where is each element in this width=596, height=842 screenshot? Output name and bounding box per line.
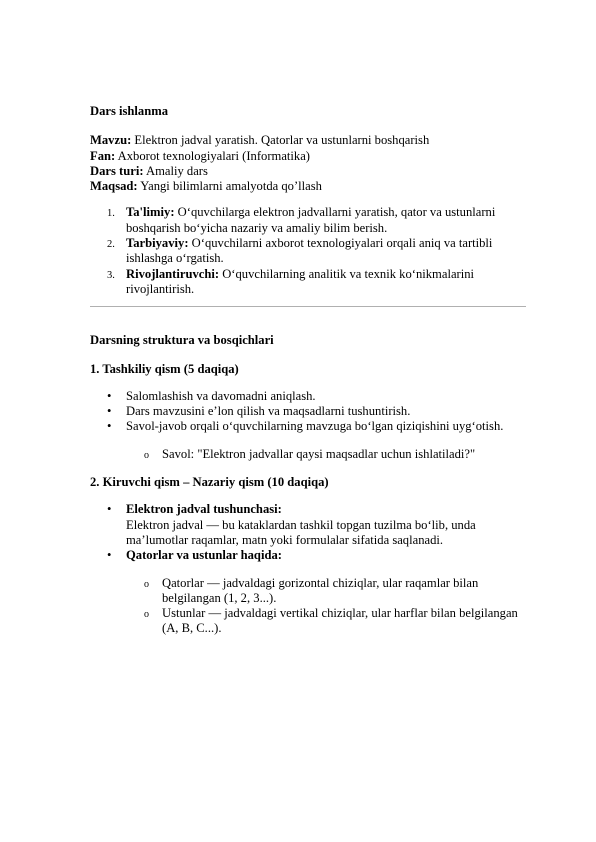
goal-item	[90, 267, 526, 298]
goal-label: Tarbiyaviy:	[126, 236, 189, 251]
meta-label: Maqsad:	[90, 179, 138, 194]
goal-number: 2.	[107, 239, 115, 251]
list-item	[90, 502, 526, 548]
list-item	[90, 389, 526, 404]
goal-number: 1.	[107, 208, 115, 220]
meta-value: Amaliy dars	[143, 163, 208, 178]
sub-list-item-text: Qatorlar — jadvaldagi gorizontal chiziqlar, ular raqamlar bilan belgilangan (1, 2, 3...).	[162, 575, 479, 605]
structure-heading: Darsning struktura va bosqichlari	[90, 333, 274, 348]
sub-list-item	[90, 447, 526, 462]
meta-label: Dars turi:	[90, 163, 144, 178]
meta-value: Axborot texnologiyalari (Informatika)	[115, 148, 310, 163]
bullet-icon: •	[107, 502, 112, 517]
part1-heading: 1. Tashkiliy qism (5 daqiqa)	[90, 361, 239, 376]
part2-list	[90, 502, 526, 563]
goal-number: 3.	[107, 269, 115, 281]
bullet-icon: •	[107, 548, 112, 563]
circle-bullet-icon: o	[144, 578, 149, 590]
goal-text: O‘quvchilarga elektron jadvallarni yaratish, qator va ustunlarni boshqarish bo‘yicha nazariy va amaliy bilim berish.	[126, 205, 496, 235]
part1-sublist	[90, 447, 526, 462]
list-item	[90, 548, 526, 563]
horizontal-divider	[90, 306, 526, 307]
meta-subject	[90, 149, 526, 164]
sub-list-item	[90, 606, 526, 637]
list-item	[90, 419, 526, 434]
meta-lesson-type	[90, 164, 526, 179]
sub-list-item-text: Savol: "Elektron jadvallar qaysi maqsadlar uchun ishlatiladi?"	[162, 446, 476, 461]
list-item-text: Dars mavzusini e’lon qilish va maqsadlarni tushuntirish.	[126, 404, 411, 419]
list-item-text: Elektron jadval — bu kataklardan tashkil topgan tuzilma bo‘lib, unda ma’lumotlar raqamlar, matn yoki formulalar sifatida saqlanadi.	[126, 517, 476, 547]
document-page	[90, 104, 526, 637]
list-item	[90, 404, 526, 419]
list-item-label: Qatorlar va ustunlar haqida:	[126, 548, 282, 563]
goal-item	[90, 236, 526, 267]
meta-label: Mavzu:	[90, 133, 132, 148]
part2-heading: 2. Kiruvchi qism – Nazariy qism (10 daqiqa)	[90, 475, 329, 490]
bullet-icon: •	[107, 419, 112, 434]
list-item-text: Salomlashish va davomadni aniqlash.	[126, 388, 316, 403]
sub-list-item-text: Ustunlar — jadvaldagi vertikal chiziqlar, ular harflar bilan belgilangan (A, B, C...).	[162, 606, 518, 636]
sub-list-item	[90, 576, 526, 607]
lesson-meta	[90, 133, 526, 194]
meta-value: Elektron jadval yaratish. Qatorlar va ustunlarni boshqarish	[131, 133, 430, 148]
goal-text: O‘quvchilarning analitik va texnik ko‘nikmalarini rivojlantirish.	[126, 266, 475, 296]
meta-topic	[90, 133, 526, 148]
document-title: Dars ishlanma	[90, 104, 169, 118]
goals-list	[90, 205, 526, 297]
meta-label: Fan:	[90, 148, 116, 163]
meta-goal	[90, 179, 526, 194]
goal-label: Ta'limiy:	[126, 205, 175, 220]
list-item-label: Elektron jadval tushunchasi:	[126, 502, 282, 517]
part1-list	[90, 389, 526, 435]
goal-text: O‘quvchilarni axborot texnologiyalari orqali aniq va tartibli ishlashga o‘rgatish.	[126, 236, 493, 266]
part2-sublist	[90, 576, 526, 637]
meta-value: Yangi bilimlarni amalyotda qo’llash	[137, 179, 322, 194]
circle-bullet-icon: o	[144, 449, 149, 461]
goal-item	[90, 205, 526, 236]
goal-label: Rivojlantiruvchi:	[126, 266, 220, 281]
list-item-text: Savol-javob orqali o‘quvchilarning mavzuga bo‘lgan qiziqishini uyg‘otish.	[126, 419, 504, 434]
bullet-icon: •	[107, 388, 112, 403]
circle-bullet-icon: o	[144, 609, 149, 621]
bullet-icon: •	[107, 404, 112, 419]
